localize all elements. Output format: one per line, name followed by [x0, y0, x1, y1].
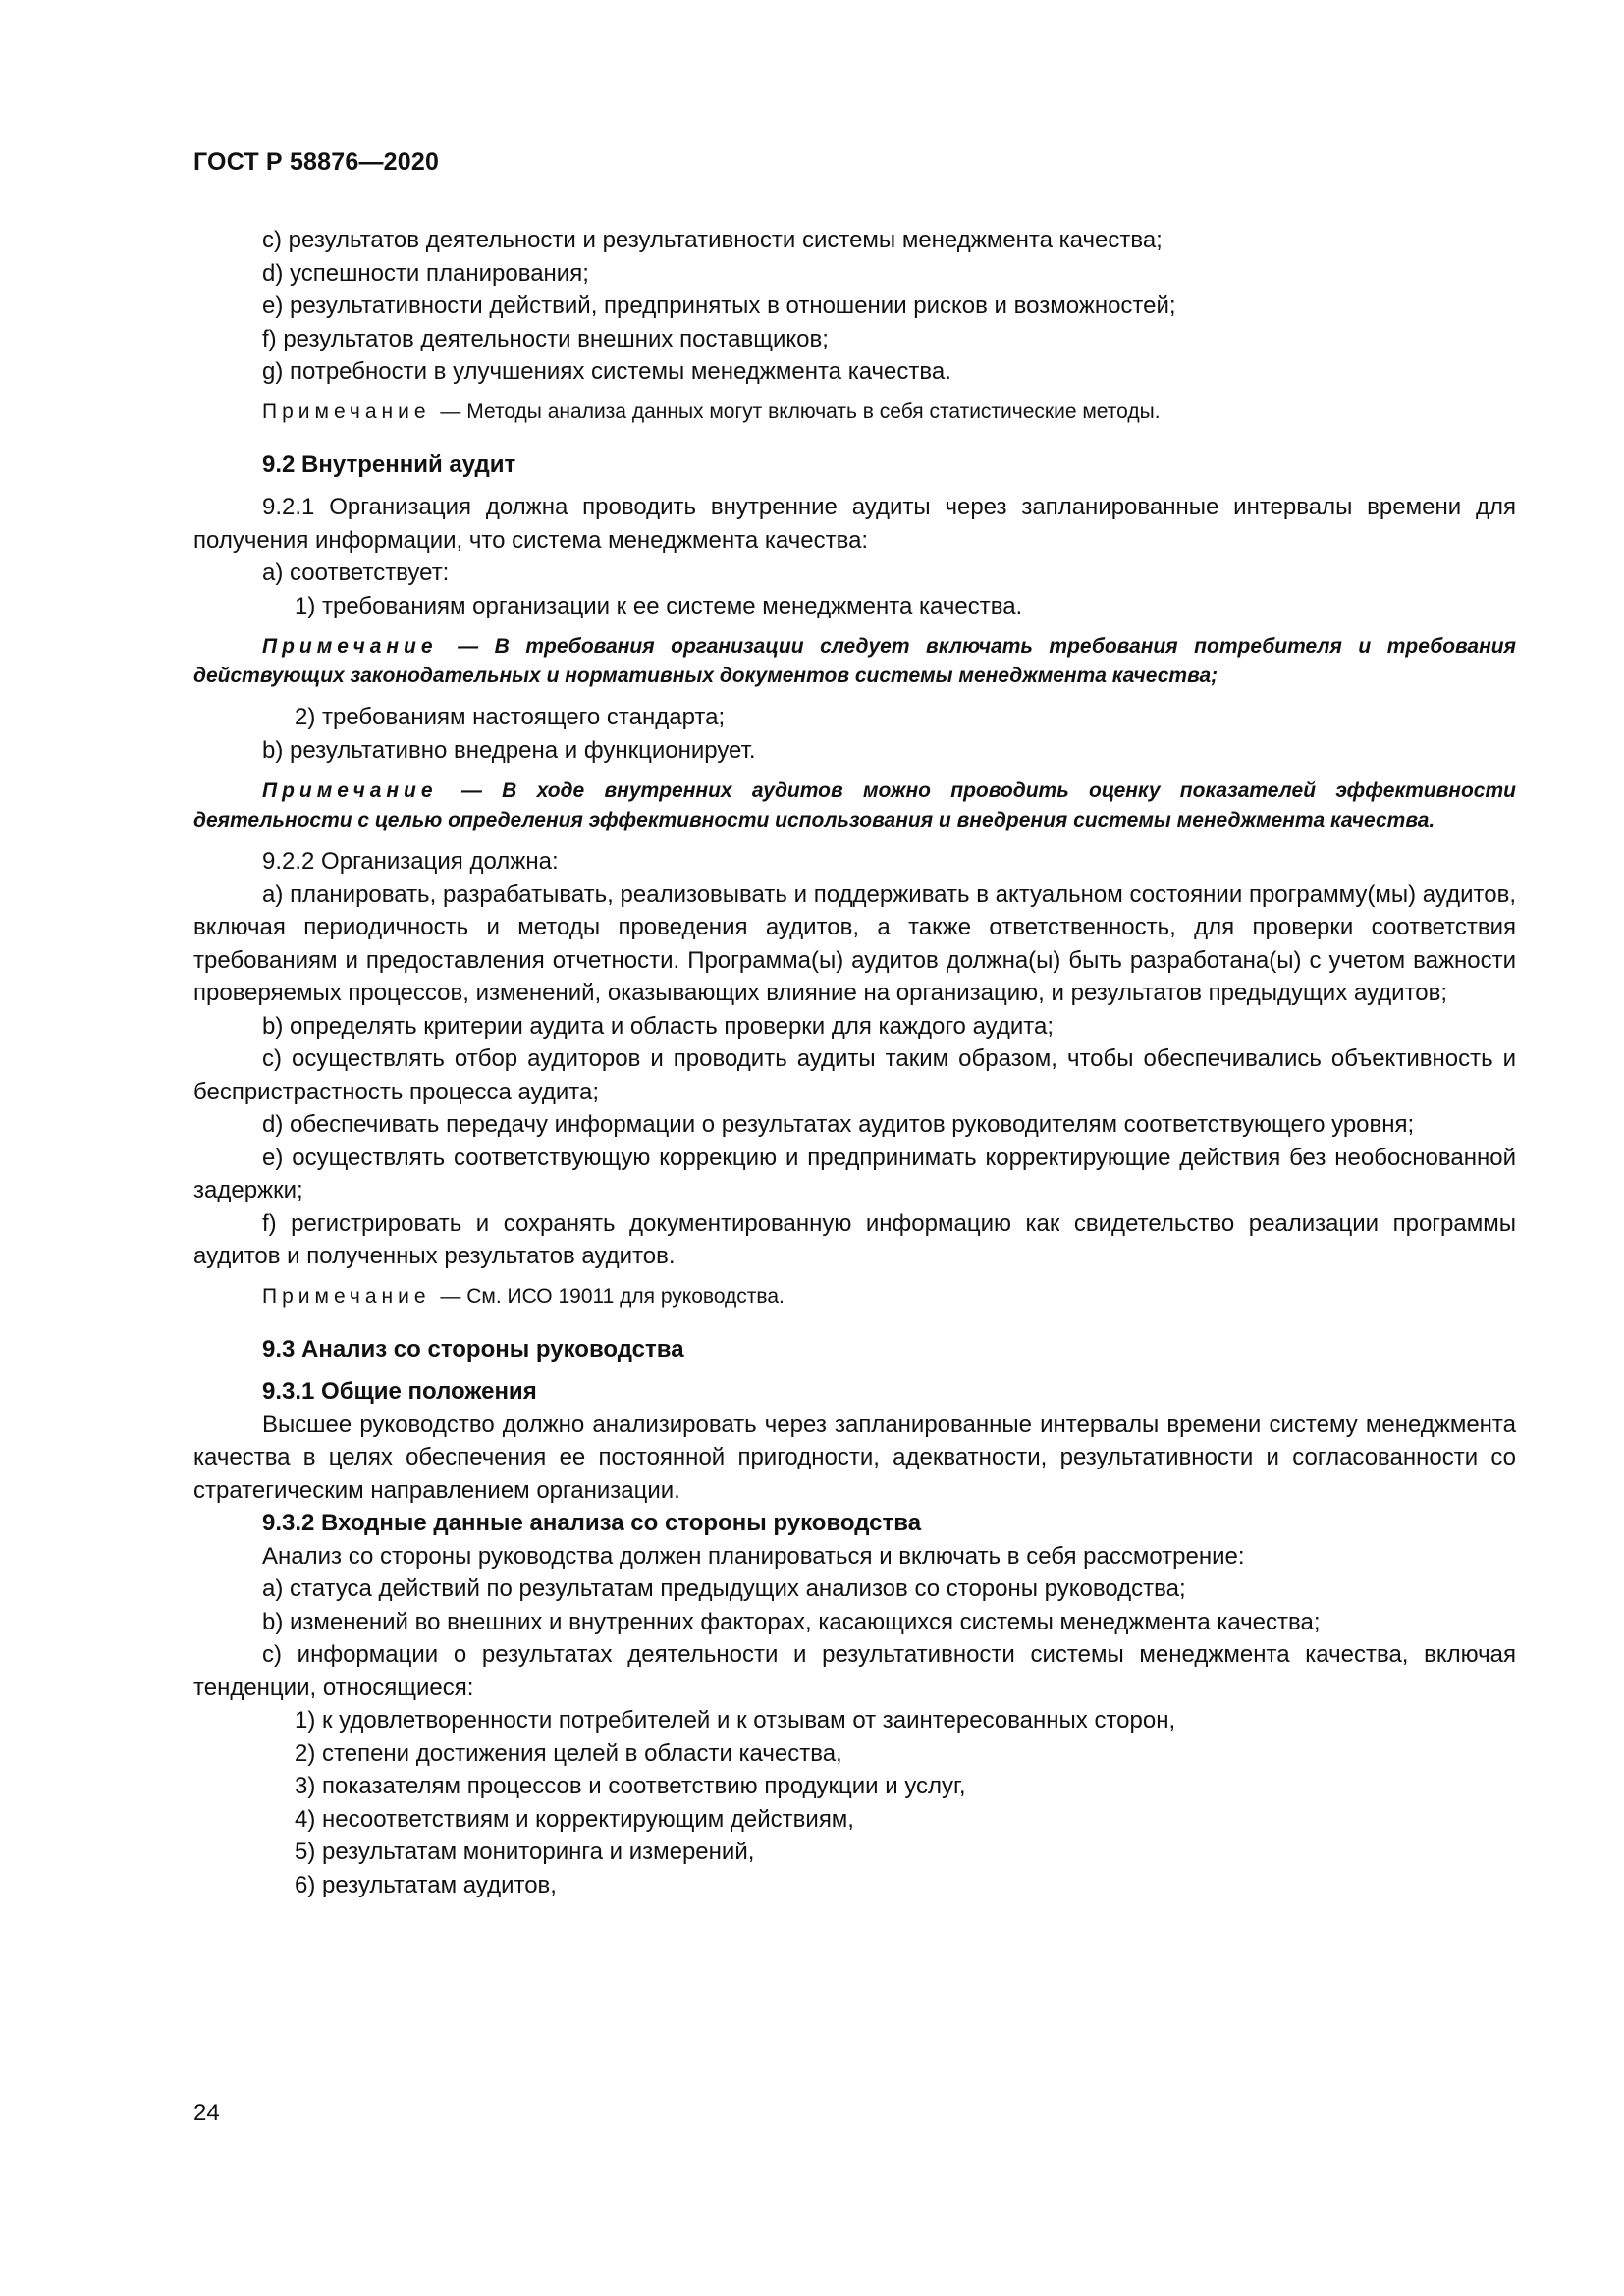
list-item-e: е) осуществлять соответствующую коррекцию и предпринимать корректирующие действия без необоснованной задержки;	[193, 1144, 1516, 1203]
list-item-b: b) определять критерии аудита и область проверки для каждого аудита;	[262, 1012, 1054, 1040]
list-item-g: g) потребности в улучшениях системы менеджмента качества.	[262, 358, 951, 385]
list-item-a: а) статуса действий по результатам предыдущих анализов со стороны руководства;	[262, 1575, 1186, 1602]
note-text: — В ходе внутренних аудитов можно проводить оценку показателей эффективности деятельности с целью определения эффективности использования и внедрения системы менеджмента качества.	[193, 779, 1516, 831]
list-subitem-5: 5) результатам мониторинга и измерений,	[295, 1839, 755, 1865]
list-item-c: с) осуществлять отбор аудиторов и проводить аудиты таким образом, чтобы обеспечивались объективность и беспристрастность процесса аудита;	[193, 1045, 1516, 1105]
list-item-b: b) результативно внедрена и функционирует.	[262, 736, 756, 764]
paragraph-9-2-2: 9.2.2 Организация должна:	[262, 848, 559, 875]
note-text: — Методы анализа данных могут включать в себя статистические методы.	[440, 400, 1161, 423]
note-requirements	[193, 632, 1516, 691]
note-performance	[193, 776, 1516, 835]
list-item-c: с) информации о результатах деятельности и результативности системы менеджмента качества, включая тенденции, относящиеся:	[193, 1641, 1516, 1701]
list-subitem-6: 6) результатам аудитов,	[295, 1871, 557, 1898]
list-item-b: b) изменений во внешних и внутренних факторах, касающихся системы менеджмента качества;	[262, 1608, 1321, 1635]
note-data-analysis	[193, 398, 1516, 427]
list-item-a: а) соответствует:	[262, 560, 450, 586]
note-text: — См. ИСО 19011 для руководства.	[440, 1284, 785, 1308]
section-heading-9-2: 9.2 Внутренний аудит	[262, 451, 516, 478]
document-header: ГОСТ Р 58876—2020	[193, 148, 440, 176]
paragraph-9-2-1: 9.2.1 Организация должна проводить внутренние аудиты через запланированные интервалы времени для получения информации, что система менеджмента качества:	[193, 494, 1516, 554]
note-label: Примечание	[262, 1284, 431, 1308]
list-subitem-1: 1) требованиям организации к ее системе менеджмента качества.	[295, 592, 1023, 619]
subsection-heading-9-3-1: 9.3.1 Общие положения	[262, 1378, 537, 1405]
list-item-a: а) планировать, разрабатывать, реализовывать и поддерживать в актуальном состоянии программу(мы) аудитов, включая периодичность и методы проведения аудитов, а также ответственность, для проверки соответствия требованиям и предоставления отчетности. Программа(ы) аудитов должна(ы) быть разработана(ы) с учетом важности проверяемых процессов, изменений, оказывающих влияние на организацию, и результатов предыдущих аудитов;	[193, 881, 1516, 1006]
list-item-d: d) успешности планирования;	[262, 259, 589, 287]
list-subitem-4: 4) несоответствиям и корректирующим действиям,	[295, 1805, 854, 1833]
section-heading-9-3: 9.3 Анализ со стороны руководства	[262, 1335, 684, 1362]
list-subitem-2: 2) степени достижения целей в области качества,	[295, 1739, 842, 1767]
note-label: Примечание	[262, 635, 438, 658]
list-item-e: е) результативности действий, предпринятых в отношении рисков и возможностей;	[262, 293, 1176, 319]
page-number: 24	[193, 2100, 220, 2126]
note-label: Примечание	[262, 400, 431, 423]
list-subitem-1: 1) к удовлетворенности потребителей и к отзывам от заинтересованных сторон,	[295, 1707, 1176, 1734]
note-text: — В требования организации следует включать требования потребителя и требования действующих законодательных и нормативных документов системы менеджмента качества;	[193, 635, 1516, 687]
page-content	[193, 224, 1516, 1901]
note-label: Примечание	[262, 779, 438, 802]
list-item-f: f) результатов деятельности внешних поставщиков;	[262, 325, 829, 352]
list-item-f: f) регистрировать и сохранять документированную информацию как свидетельство реализации программы аудитов и полученных результатов аудитов.	[193, 1209, 1516, 1269]
list-subitem-3: 3) показателям процессов и соответствию продукции и услуг,	[295, 1773, 966, 1799]
list-subitem-2: 2) требованиям настоящего стандарта;	[295, 704, 726, 730]
paragraph-9-3-1: Высшее руководство должно анализировать через запланированные интервалы времени систему менеджмента качества в целях обеспечения ее постоянной пригодности, адекватности, результативности и согласованности со стратегическим направлением организации.	[193, 1411, 1516, 1504]
paragraph-9-3-2: Анализ со стороны руководства должен планироваться и включать в себя рассмотрение:	[262, 1542, 1245, 1570]
list-item-d: d) обеспечивать передачу информации о результатах аудитов руководителям соответствующего уровня;	[262, 1111, 1415, 1138]
subsection-heading-9-3-2: 9.3.2 Входные данные анализа со стороны руководства	[262, 1510, 922, 1536]
list-item-c: с) результатов деятельности и результативности системы менеджмента качества;	[262, 227, 1163, 253]
note-iso-19011	[193, 1282, 1516, 1311]
